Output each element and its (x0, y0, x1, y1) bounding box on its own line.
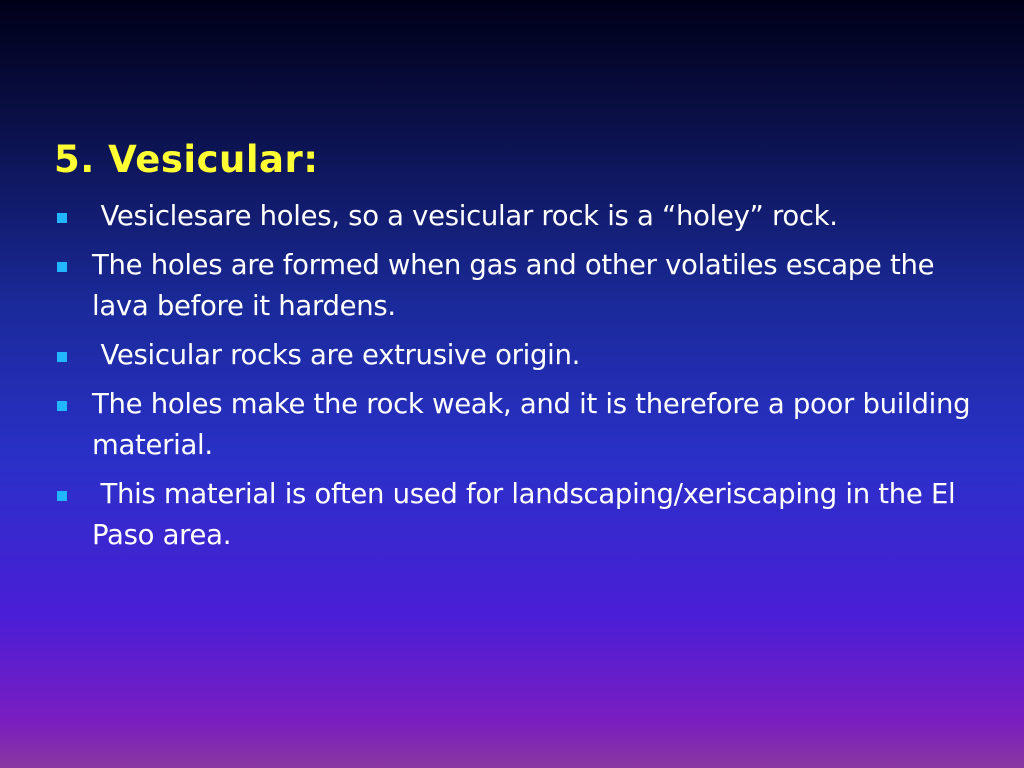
bullet-text: The holes are formed when gas and other volatiles escape the lava before it hardens. (92, 249, 943, 322)
list-item (54, 474, 974, 556)
bullet-text: Vesiclesare holes, so a vesicular rock is a “holey” rock. (92, 200, 838, 232)
bullet-text: Vesicular rocks are extrusive origin. (92, 339, 581, 371)
bullet-list (54, 196, 979, 564)
list-item (54, 245, 974, 327)
bullet-text: The holes make the rock weak, and it is therefore a poor building material. (92, 388, 979, 461)
square-bullet-icon (57, 262, 67, 272)
square-bullet-icon (57, 401, 67, 411)
bullet-text: This material is often used for landscaping/xeriscaping in the El Paso area. (92, 478, 964, 551)
square-bullet-icon (57, 352, 67, 362)
list-item (54, 196, 974, 237)
list-item (54, 384, 979, 466)
square-bullet-icon (57, 213, 67, 223)
slide-title: 5. Vesicular: (54, 138, 319, 181)
square-bullet-icon (57, 491, 67, 501)
list-item (54, 335, 974, 376)
